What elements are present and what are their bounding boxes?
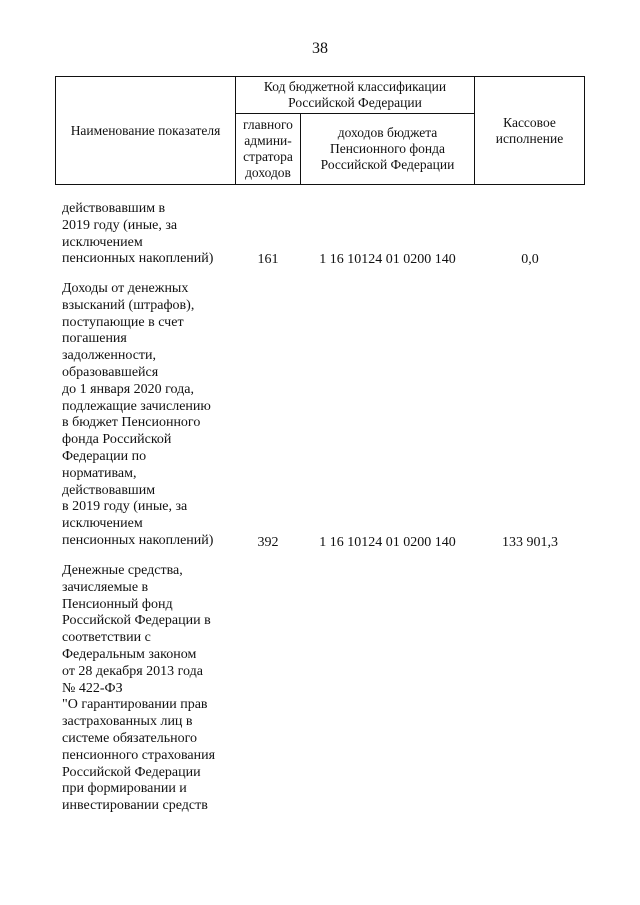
row-name: действовавшим в 2019 году (иные, за исключением пенсионных накоплений) <box>62 201 214 267</box>
header-code-group: Код бюджетной классификации Российской Федерации <box>263 79 447 110</box>
row-budget-code: 1 16 10124 01 0200 140 <box>319 252 456 267</box>
row-admin-code: 392 <box>257 535 279 550</box>
header-name-column: Наименование показателя <box>70 122 221 138</box>
row-admin-code: 161 <box>257 252 279 267</box>
row-name: Доходы от денежных взысканий (штрафов), поступающие в счет погашения задолженности, образовавшейся до 1 января 2020 года, подлежащие зачислению в бюджет Пенсионного фонда Российской Федерации по нормативам, действовавшим в 2019 году (иные, за исключением пенсионных накоплений) <box>62 281 214 548</box>
page-number: 38 <box>312 40 328 57</box>
row-amount: 133 901,3 <box>502 535 558 550</box>
header-exec-column: Кассовое исполнение <box>495 114 564 146</box>
row-amount: 0,0 <box>521 252 539 267</box>
header-income-column: доходов бюджета Пенсионного фонда Российской Федерации <box>320 125 455 172</box>
row-name: Денежные средства, зачисляемые в Пенсионный фонд Российской Федерации в соответствии с Федеральным законом от 28 декабря 2013 года № 422-ФЗ "О гарантировании прав застрахованных лиц в системе обязательного пенсионного страхования Российской Федерации при формировании и инвестировании средств <box>62 563 216 814</box>
row-budget-code: 1 16 10124 01 0200 140 <box>319 535 456 550</box>
header-admin-column: главного админи-стратора доходов <box>243 117 293 180</box>
